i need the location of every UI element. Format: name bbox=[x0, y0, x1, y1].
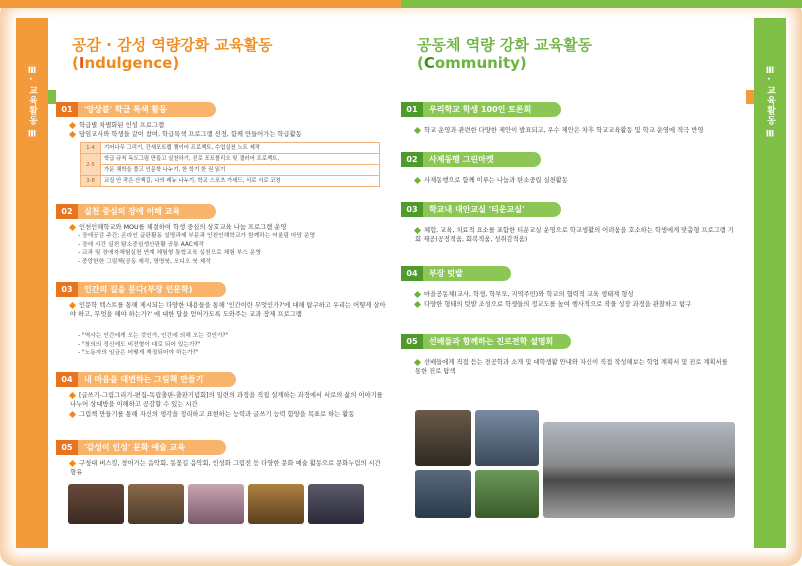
left-side-band bbox=[16, 18, 48, 548]
diamond-bullet-icon bbox=[69, 130, 76, 137]
right-title-ko: 공동체 역량 강화 교육활동 bbox=[417, 36, 593, 54]
bullet: 사제동행으로 함께 이루는 나눔과 탄소중립 실천활동 bbox=[415, 176, 735, 185]
sub-item: - 교과 및 장애자체험실천 연계 체험형 통합교육 실천으로 체험 부스 운영 bbox=[78, 250, 261, 256]
activity-photo bbox=[128, 484, 184, 524]
left-title bbox=[72, 36, 272, 72]
diamond-bullet-icon bbox=[69, 410, 76, 417]
bullet: [글쓰기-그림그리기-편집-독립출판-출판기념회]의 일련의 과정을 직접 설계하는 과정에서 서로의 삶의 이야기를 나누어 상대방을 이해하고 공감할 수 있는 시간 bbox=[70, 392, 383, 408]
left-title-ko: 공감 · 감성 역량강화 교육활동 bbox=[72, 36, 273, 54]
section-header-4: 04 부장 텃밭 bbox=[401, 266, 511, 281]
activity-photo bbox=[68, 484, 124, 524]
activity-photo bbox=[248, 484, 304, 524]
section-header-5: 05 선배들과 함께하는 진로전학 설명회 bbox=[401, 334, 571, 349]
bullet: 인문학 텍스트를 통해 제시되는 다양한 내용들을 통해 '인간이란 무엇인가?'에 대해 탐구하고 우리는 어떻게 살아야 하고, 무엇을 해야 하는가?' 에 대한 답을 얻어가도록 도와주는 교과 장제 프로그램 bbox=[70, 302, 386, 318]
section-header-3: 03 인간의 길을 묻다(부장 인문학) bbox=[56, 282, 226, 297]
diamond-bullet-icon bbox=[69, 391, 76, 398]
activity-photo bbox=[475, 470, 539, 518]
diamond-bullet-icon bbox=[414, 176, 421, 183]
section-header-2: 02 실천 중심의 장애 이해 교육 bbox=[56, 204, 216, 219]
diamond-bullet-icon bbox=[414, 226, 421, 233]
section-header-1: 01 우리학교 학생 100인 토론회 bbox=[401, 102, 561, 117]
bullet: 담임교사와 학생들 같이 참여, 학급특색 프로그램 선정, 함께 만들어가는 학급활동 bbox=[70, 130, 390, 139]
section-header-4: 04 내 마음을 대변하는 그림책 만들기 bbox=[56, 372, 236, 387]
left-panel bbox=[56, 18, 401, 548]
diamond-bullet-icon bbox=[69, 301, 76, 308]
diamond-bullet-icon bbox=[69, 121, 76, 128]
sub-item: - "노동자의 임금은 어떻게 책정되어야 하는가?" bbox=[78, 350, 199, 356]
diamond-bullet-icon bbox=[69, 459, 76, 466]
sub-item: - 장애공감 주간: 온라인 글판활동 설명과제 부문과 인천인해학교가 함께하는 어울림 마당 운영 bbox=[78, 233, 316, 239]
section-header-5: 05 '감성이 인성' 문화 예술 교육 bbox=[56, 440, 226, 455]
activity-photo bbox=[475, 410, 539, 466]
left-side-label: Ⅲ. 교육활동 Ⅲ bbox=[27, 66, 37, 141]
sub-item: - "창의의 정신에도 비전형이 대로 되어 있는가?" bbox=[78, 341, 201, 348]
left-title-en: (Indulgence) bbox=[72, 54, 180, 72]
sub-item: - 장애 시간 실천 탐소중심생산판활 공통 AAC제작 bbox=[78, 241, 204, 248]
right-side-band bbox=[754, 18, 786, 548]
top-bar-orange bbox=[0, 0, 401, 8]
diamond-bullet-icon bbox=[414, 290, 421, 297]
bullet: 다양한 형태의 텃밭 조성으로 학생들의 정교도를 높여 행사적으로 작물 성장 과정을 관찰하고 탐구 bbox=[415, 300, 735, 309]
right-panel bbox=[401, 18, 746, 548]
diamond-bullet-icon bbox=[414, 300, 421, 307]
right-title bbox=[417, 36, 592, 72]
sub-item: - 중앙한한 그림책(공동 제작, 명명북, 오디오 북 제작 bbox=[78, 258, 211, 265]
section-header-3: 03 학교내 대안교실 '티운교실' bbox=[401, 202, 561, 217]
right-index-tab bbox=[746, 90, 754, 104]
section-header-2: 02 사제동행 그린마켓 bbox=[401, 152, 541, 167]
bullet: 마을공동체(교사, 학생, 학부모, 지역주민)와 학교의 협력적 교육 생태계 형성 bbox=[415, 290, 735, 299]
right-side-label: Ⅲ. 교육활동 Ⅲ bbox=[765, 66, 775, 141]
bullet: 그림책 만들기를 통해 자신의 생각을 정리하고 표현하는 능력과 글쓰기 능력 함양을 목표로 하는 활동 bbox=[70, 410, 388, 419]
bullet: 인천인해학교와 MOU를 체결하여 학생 중심의 상호교육 나눔 프로그램 운영 bbox=[70, 223, 390, 232]
left-index-tab bbox=[48, 90, 56, 104]
activity-photo bbox=[543, 422, 735, 518]
diamond-bullet-icon bbox=[414, 126, 421, 133]
activity-photo bbox=[188, 484, 244, 524]
bullet: 선배들에게 직접 듣는 전공학과 소개 및 대학생활 안내와 자신이 직접 작성해보는 학업 계획서 및 진로 계획서를 통한 진로 탐색 bbox=[415, 359, 728, 375]
top-bar-green bbox=[401, 0, 802, 8]
activity-photo bbox=[415, 470, 471, 518]
activity-photo bbox=[415, 410, 471, 466]
section-header-1: 01 '앙상블' 학급 특색 활동 bbox=[56, 102, 216, 117]
bullet: 학교 운영과 관련한 다양한 제안이 발표되고, 우수 제안은 차후 학교교육활동 및 학교 운영에 적극 반영 bbox=[415, 126, 735, 135]
sub-item: - "역사는 인간에게 오는 것인가, 인간에 의해 오는 것인가?" bbox=[78, 333, 229, 339]
grade-table: 1-4 기어나무 그리기, 간새포트랩 젬이어 프로젝트, 수업실천 노트 제작 2-5 학급 규칙 독도그림 만들고 실천하기, 진로 포트폴리오 및 갤러어 프로젝트, 가문 채학을 풀고 인문학 나누기, 한 학기 한 권 읽기 3-8 교실 안 작은 산책길, 나의 레뉴 나누기, 학교 스포츠 가세드, 서로 서로 코칭 bbox=[80, 142, 380, 187]
diamond-bullet-icon bbox=[69, 223, 76, 230]
bullet: 체험, 교육, 치료적 요소를 포함한 티운교실 운영으로 학교생활의 어려움을 호소하는 학생에게 맞춤형 프로그램 기회 제공(공정적움, 회복적움, 성취감적움) bbox=[415, 227, 734, 243]
bullet: 학급별 차별화된 인성 프로그램 bbox=[70, 121, 390, 130]
right-title-en: (Community) bbox=[417, 54, 527, 72]
diamond-bullet-icon bbox=[414, 358, 421, 365]
bullet: 구청대 버스킹, 창어가는 음악회, 동꽃길 음악회, 인성화 그림전 등 다양한 문화 예술 활동으로 문화누림의 시간 형유 bbox=[70, 460, 381, 476]
activity-photo bbox=[308, 484, 364, 524]
